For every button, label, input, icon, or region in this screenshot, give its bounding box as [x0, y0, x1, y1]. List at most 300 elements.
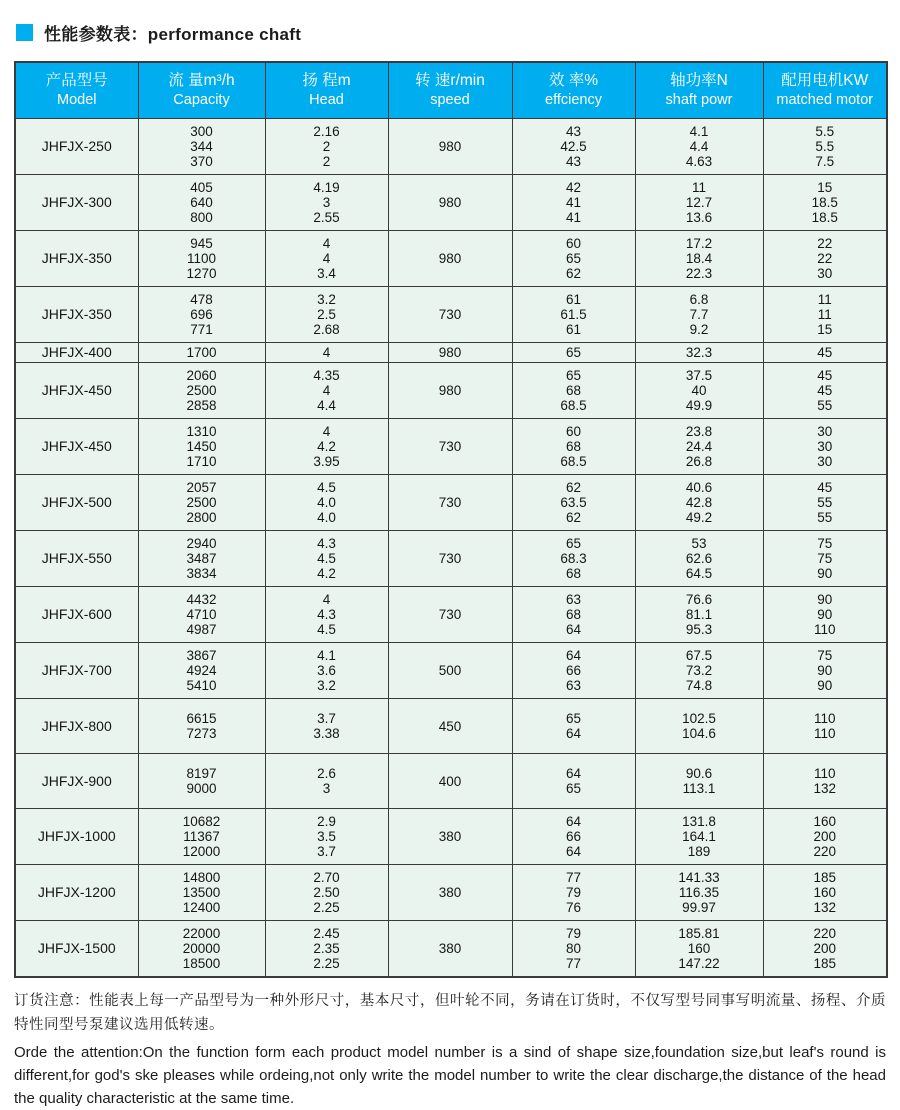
- value-line: 200: [813, 941, 837, 956]
- value-line: 220: [813, 926, 837, 941]
- cell-capacity: [138, 699, 265, 754]
- cell-speed: [388, 699, 512, 754]
- cell-speed: [388, 175, 512, 231]
- cell-speed: [388, 531, 512, 587]
- value-line: 6615: [186, 711, 217, 726]
- value-line: 450: [438, 718, 462, 734]
- value-line: 4.0: [317, 510, 336, 525]
- value-line: JHFJX-400: [41, 344, 112, 360]
- cell-efficiency: [512, 119, 635, 175]
- value-line: 160: [687, 941, 711, 956]
- cell-capacity: [138, 363, 265, 419]
- column-header-model: [15, 62, 138, 119]
- value-line: 1270: [186, 266, 217, 281]
- value-line: 730: [438, 307, 462, 322]
- section-title: [16, 20, 886, 45]
- value-line: 110: [813, 711, 836, 726]
- value-line: 132: [813, 900, 837, 915]
- cell-head: [265, 587, 388, 643]
- table-row: [15, 287, 887, 343]
- cell-model: [15, 231, 138, 287]
- value-line: 68: [565, 566, 582, 581]
- value-line: 7273: [186, 726, 217, 741]
- cell-shaft-power: [635, 699, 763, 754]
- value-line: 18.4: [685, 251, 713, 266]
- value-line: 220: [813, 844, 837, 859]
- cell-capacity: [138, 175, 265, 231]
- cell-head: [265, 363, 388, 419]
- value-line: 64: [565, 726, 582, 741]
- value-line: 370: [190, 154, 213, 169]
- value-line: 40: [691, 383, 707, 398]
- value-line: 4.35: [313, 368, 340, 383]
- value-line: 300: [190, 124, 213, 139]
- cell-motor: [763, 119, 887, 175]
- value-line: 800: [190, 210, 213, 225]
- value-line: 45: [817, 368, 833, 383]
- value-line: 3.2: [317, 292, 336, 307]
- value-line: 77: [565, 956, 582, 971]
- value-line: 64: [565, 622, 582, 637]
- cell-shaft-power: [635, 809, 763, 865]
- value-line: 2.45: [313, 926, 340, 941]
- value-line: 95.3: [685, 622, 713, 637]
- value-line: 730: [438, 607, 462, 622]
- cell-model: [15, 475, 138, 531]
- value-line: JHFJX-350: [41, 306, 112, 322]
- value-line: 102.5: [682, 711, 716, 726]
- value-line: 185: [813, 956, 837, 971]
- value-line: 75: [817, 648, 833, 663]
- value-line: 11: [817, 307, 832, 322]
- value-line: 2.5: [317, 307, 336, 322]
- cell-capacity: [138, 531, 265, 587]
- value-line: 13.6: [685, 210, 713, 225]
- table-row: [15, 419, 887, 475]
- value-line: 22000: [182, 926, 221, 941]
- cell-speed: [388, 754, 512, 809]
- value-line: 4.3: [317, 607, 336, 622]
- value-line: 4: [322, 424, 331, 439]
- value-line: 730: [438, 551, 462, 566]
- value-line: 63: [565, 592, 582, 607]
- value-line: 11367: [183, 829, 220, 844]
- value-line: 980: [438, 383, 462, 398]
- value-line: 30: [817, 266, 833, 281]
- value-line: 30: [817, 424, 833, 439]
- cell-shaft-power: [635, 587, 763, 643]
- value-line: 55: [817, 510, 833, 525]
- value-line: JHFJX-1200: [37, 884, 116, 900]
- cell-efficiency: [512, 343, 635, 363]
- cell-efficiency: [512, 475, 635, 531]
- value-line: 2.35: [313, 941, 340, 956]
- value-line: 64.5: [685, 566, 713, 581]
- value-line: 1710: [186, 454, 217, 469]
- value-line: 4: [322, 383, 331, 398]
- value-line: 4.2: [317, 439, 336, 454]
- value-line: 3.6: [317, 663, 336, 678]
- cell-efficiency: [512, 587, 635, 643]
- value-line: 4.0: [317, 495, 336, 510]
- value-line: 2.9: [317, 814, 336, 829]
- cell-shaft-power: [635, 231, 763, 287]
- value-line: 4924: [186, 663, 217, 678]
- value-line: 30: [817, 454, 833, 469]
- value-line: 344: [190, 139, 213, 154]
- cell-motor: [763, 231, 887, 287]
- cell-motor: [763, 587, 887, 643]
- value-line: 43: [565, 154, 582, 169]
- value-line: 4: [322, 251, 331, 266]
- value-line: 160: [813, 885, 837, 900]
- value-line: 64: [565, 766, 582, 781]
- cell-head: [265, 754, 388, 809]
- cell-efficiency: [512, 231, 635, 287]
- value-line: 400: [438, 773, 462, 789]
- value-line: 62.6: [685, 551, 713, 566]
- value-line: 771: [190, 322, 213, 337]
- value-line: 63.5: [560, 495, 587, 510]
- cell-model: [15, 699, 138, 754]
- value-line: 45: [817, 383, 833, 398]
- value-line: JHFJX-1000: [37, 828, 116, 844]
- value-line: 405: [190, 180, 213, 195]
- cell-speed: [388, 419, 512, 475]
- value-line: 110: [813, 622, 836, 637]
- cell-efficiency: [512, 363, 635, 419]
- value-line: 42: [565, 180, 582, 195]
- value-line: 3.95: [313, 454, 340, 469]
- value-line: 90: [817, 592, 833, 607]
- cell-motor: [763, 809, 887, 865]
- value-line: 55: [817, 398, 833, 413]
- value-line: 90: [817, 607, 833, 622]
- value-line: 11: [691, 180, 706, 195]
- performance-table: [14, 61, 888, 978]
- cell-shaft-power: [635, 754, 763, 809]
- table-row: [15, 475, 887, 531]
- value-line: 3.2: [317, 678, 336, 693]
- cell-efficiency: [512, 175, 635, 231]
- value-line: 40.6: [685, 480, 713, 495]
- value-line: 99.97: [682, 900, 716, 915]
- value-line: 2.25: [313, 956, 340, 971]
- value-line: 2.68: [313, 322, 340, 337]
- cell-head: [265, 809, 388, 865]
- value-line: 14800: [182, 870, 221, 885]
- value-line: JHFJX-300: [41, 194, 112, 210]
- footer-notes: [14, 989, 886, 1110]
- cell-shaft-power: [635, 175, 763, 231]
- cell-speed: [388, 475, 512, 531]
- cell-model: [15, 363, 138, 419]
- header-row: [15, 62, 887, 119]
- value-line: 1450: [186, 439, 217, 454]
- order-note-chinese: 订货注意：性能表上每一产品型号为一种外形尺寸，基本尺寸，但叶轮不同，务请在订货时，不仅写型号同事写明流量、扬程、介质特性同型号泵建议选用低转速。: [14, 993, 886, 1033]
- value-line: 4.1: [317, 648, 336, 663]
- value-line: 2.6: [317, 766, 336, 781]
- value-line: JHFJX-450: [41, 382, 112, 398]
- value-line: 20000: [182, 941, 221, 956]
- value-line: 65: [565, 368, 582, 383]
- value-line: 1100: [186, 251, 217, 266]
- cell-motor: [763, 343, 887, 363]
- value-line: 68: [565, 439, 582, 454]
- cell-capacity: [138, 643, 265, 699]
- value-line: 2.50: [313, 885, 340, 900]
- value-line: 66: [565, 663, 582, 678]
- cell-head: [265, 865, 388, 921]
- column-label-zh: 扬 程m: [302, 72, 351, 89]
- value-line: 2858: [186, 398, 217, 413]
- value-line: 68.3: [560, 551, 587, 566]
- value-line: 110: [813, 726, 836, 741]
- cell-efficiency: [512, 699, 635, 754]
- value-line: 104.6: [682, 726, 716, 741]
- table-row: [15, 865, 887, 921]
- value-line: 2940: [186, 536, 217, 551]
- value-line: 980: [438, 195, 462, 210]
- cell-head: [265, 343, 388, 363]
- cell-model: [15, 119, 138, 175]
- value-line: 945: [190, 236, 213, 251]
- value-line: 30: [817, 439, 833, 454]
- value-line: 79: [565, 885, 582, 900]
- value-line: 65: [565, 781, 582, 796]
- cell-head: [265, 287, 388, 343]
- cell-capacity: [138, 231, 265, 287]
- cell-speed: [388, 363, 512, 419]
- value-line: JHFJX-700: [41, 662, 112, 678]
- value-line: JHFJX-550: [41, 550, 112, 566]
- value-line: 2800: [186, 510, 217, 525]
- table-row: [15, 809, 887, 865]
- value-line: JHFJX-500: [41, 494, 112, 510]
- value-line: 22.3: [685, 266, 713, 281]
- value-line: 60: [565, 424, 582, 439]
- value-line: 4.5: [317, 551, 336, 566]
- value-line: 1700: [186, 345, 217, 360]
- value-line: 18.5: [811, 210, 838, 225]
- cell-model: [15, 921, 138, 978]
- value-line: 49.2: [685, 510, 713, 525]
- value-line: 3834: [186, 566, 217, 581]
- column-label-zh: 效 率%: [548, 72, 599, 89]
- value-line: 4710: [186, 607, 217, 622]
- cell-speed: [388, 119, 512, 175]
- value-line: 15: [817, 322, 833, 337]
- value-line: 380: [438, 829, 462, 844]
- cell-head: [265, 175, 388, 231]
- column-label-en: shaft powr: [665, 92, 733, 108]
- value-line: 18500: [182, 956, 221, 971]
- value-line: 18.5: [811, 195, 838, 210]
- value-line: 12400: [182, 900, 221, 915]
- value-line: 73.2: [685, 663, 713, 678]
- value-line: 147.22: [678, 956, 720, 971]
- table-row: [15, 231, 887, 287]
- value-line: 640: [190, 195, 213, 210]
- value-line: 185.81: [678, 926, 720, 941]
- cell-capacity: [138, 865, 265, 921]
- cell-motor: [763, 699, 887, 754]
- cell-head: [265, 699, 388, 754]
- cell-efficiency: [512, 865, 635, 921]
- order-note-english: Orde the attention:On the function form each product model number is a sind of shape size,foundation size,but leaf's round is different,for god's ske pleases while ordeing,not only write the model number to write the clear discharge,the distance of the head the quality characteristic at the same time.: [14, 1044, 886, 1107]
- cell-motor: [763, 754, 887, 809]
- table-row: [15, 119, 887, 175]
- column-label-en: speed: [430, 92, 470, 108]
- value-line: 980: [438, 139, 462, 154]
- cell-speed: [388, 865, 512, 921]
- value-line: 164.1: [682, 829, 716, 844]
- table-row: [15, 921, 887, 978]
- value-line: 4.63: [685, 154, 713, 169]
- value-line: 200: [813, 829, 837, 844]
- column-label-en: matched motor: [776, 92, 874, 108]
- value-line: 24.4: [685, 439, 713, 454]
- value-line: 80: [565, 941, 582, 956]
- value-line: 15: [817, 180, 833, 195]
- value-line: 68.5: [560, 454, 587, 469]
- cell-model: [15, 587, 138, 643]
- value-line: 380: [438, 941, 462, 956]
- value-line: 65: [565, 711, 582, 726]
- cell-motor: [763, 643, 887, 699]
- table-row: [15, 754, 887, 809]
- cell-shaft-power: [635, 119, 763, 175]
- value-line: 9000: [186, 781, 217, 796]
- cell-head: [265, 231, 388, 287]
- value-line: 23.8: [685, 424, 713, 439]
- cell-model: [15, 419, 138, 475]
- cell-capacity: [138, 754, 265, 809]
- cell-model: [15, 343, 138, 363]
- value-line: 2.70: [313, 870, 340, 885]
- cell-shaft-power: [635, 419, 763, 475]
- cell-speed: [388, 643, 512, 699]
- value-line: 8197: [186, 766, 217, 781]
- value-line: 730: [438, 495, 462, 510]
- cell-shaft-power: [635, 865, 763, 921]
- cell-efficiency: [512, 809, 635, 865]
- cell-capacity: [138, 419, 265, 475]
- value-line: 66: [565, 829, 582, 844]
- cell-motor: [763, 175, 887, 231]
- cell-head: [265, 475, 388, 531]
- cell-model: [15, 754, 138, 809]
- value-line: 77: [565, 870, 582, 885]
- value-line: 4: [322, 592, 331, 607]
- column-header-shaft-power: [635, 62, 763, 119]
- cell-motor: [763, 865, 887, 921]
- value-line: 42.5: [560, 139, 587, 154]
- value-line: 62: [565, 480, 582, 495]
- value-line: 79: [565, 926, 582, 941]
- value-line: 67.5: [685, 648, 713, 663]
- value-line: 2.16: [313, 124, 340, 139]
- cell-head: [265, 119, 388, 175]
- value-line: 90: [817, 663, 833, 678]
- value-line: 64: [565, 844, 582, 859]
- value-line: 49.9: [685, 398, 713, 413]
- title-bullet-icon: [16, 24, 33, 41]
- value-line: 4.5: [317, 622, 336, 637]
- cell-shaft-power: [635, 343, 763, 363]
- value-line: 116.35: [678, 885, 720, 900]
- value-line: 730: [438, 439, 462, 454]
- table-row: [15, 363, 887, 419]
- value-line: 62: [565, 510, 582, 525]
- table-header: [15, 62, 887, 119]
- value-line: JHFJX-350: [41, 250, 112, 266]
- value-line: 2060: [186, 368, 217, 383]
- value-line: 4.3: [317, 536, 336, 551]
- cell-motor: [763, 287, 887, 343]
- cell-shaft-power: [635, 287, 763, 343]
- value-line: JHFJX-900: [41, 772, 112, 789]
- value-line: 43: [565, 124, 582, 139]
- cell-shaft-power: [635, 363, 763, 419]
- value-line: 9.2: [689, 322, 709, 337]
- cell-head: [265, 643, 388, 699]
- value-line: 4.5: [317, 480, 336, 495]
- value-line: 500: [438, 663, 462, 678]
- value-line: 3: [322, 781, 331, 796]
- value-line: 4.4: [317, 398, 336, 413]
- value-line: 980: [438, 345, 462, 360]
- value-line: 7.7: [689, 307, 709, 322]
- value-line: 2.25: [313, 900, 340, 915]
- value-line: 4432: [186, 592, 217, 607]
- column-header-head: [265, 62, 388, 119]
- value-line: 3.7: [317, 711, 336, 726]
- value-line: 55: [817, 495, 833, 510]
- cell-efficiency: [512, 419, 635, 475]
- value-line: 5.5: [815, 124, 835, 139]
- cell-capacity: [138, 587, 265, 643]
- value-line: 90: [817, 678, 833, 693]
- table-row: [15, 587, 887, 643]
- value-line: 61: [565, 322, 582, 337]
- value-line: 17.2: [685, 236, 713, 251]
- cell-shaft-power: [635, 531, 763, 587]
- value-line: 41: [565, 210, 582, 225]
- value-line: 185: [813, 870, 837, 885]
- value-line: 4987: [186, 622, 217, 637]
- value-line: 696: [190, 307, 213, 322]
- value-line: 74.8: [685, 678, 713, 693]
- column-header-speed: [388, 62, 512, 119]
- cell-efficiency: [512, 643, 635, 699]
- value-line: 13500: [182, 885, 221, 900]
- cell-model: [15, 865, 138, 921]
- value-line: 1310: [186, 424, 217, 439]
- value-line: 60: [565, 236, 582, 251]
- cell-capacity: [138, 921, 265, 978]
- value-line: 380: [438, 885, 462, 900]
- value-line: 68: [565, 607, 582, 622]
- value-line: 160: [813, 814, 837, 829]
- value-line: 12.7: [685, 195, 713, 210]
- value-line: 68: [565, 383, 582, 398]
- column-label-en: effciency: [545, 92, 602, 108]
- cell-model: [15, 287, 138, 343]
- cell-model: [15, 809, 138, 865]
- value-line: 64: [565, 648, 582, 663]
- cell-speed: [388, 231, 512, 287]
